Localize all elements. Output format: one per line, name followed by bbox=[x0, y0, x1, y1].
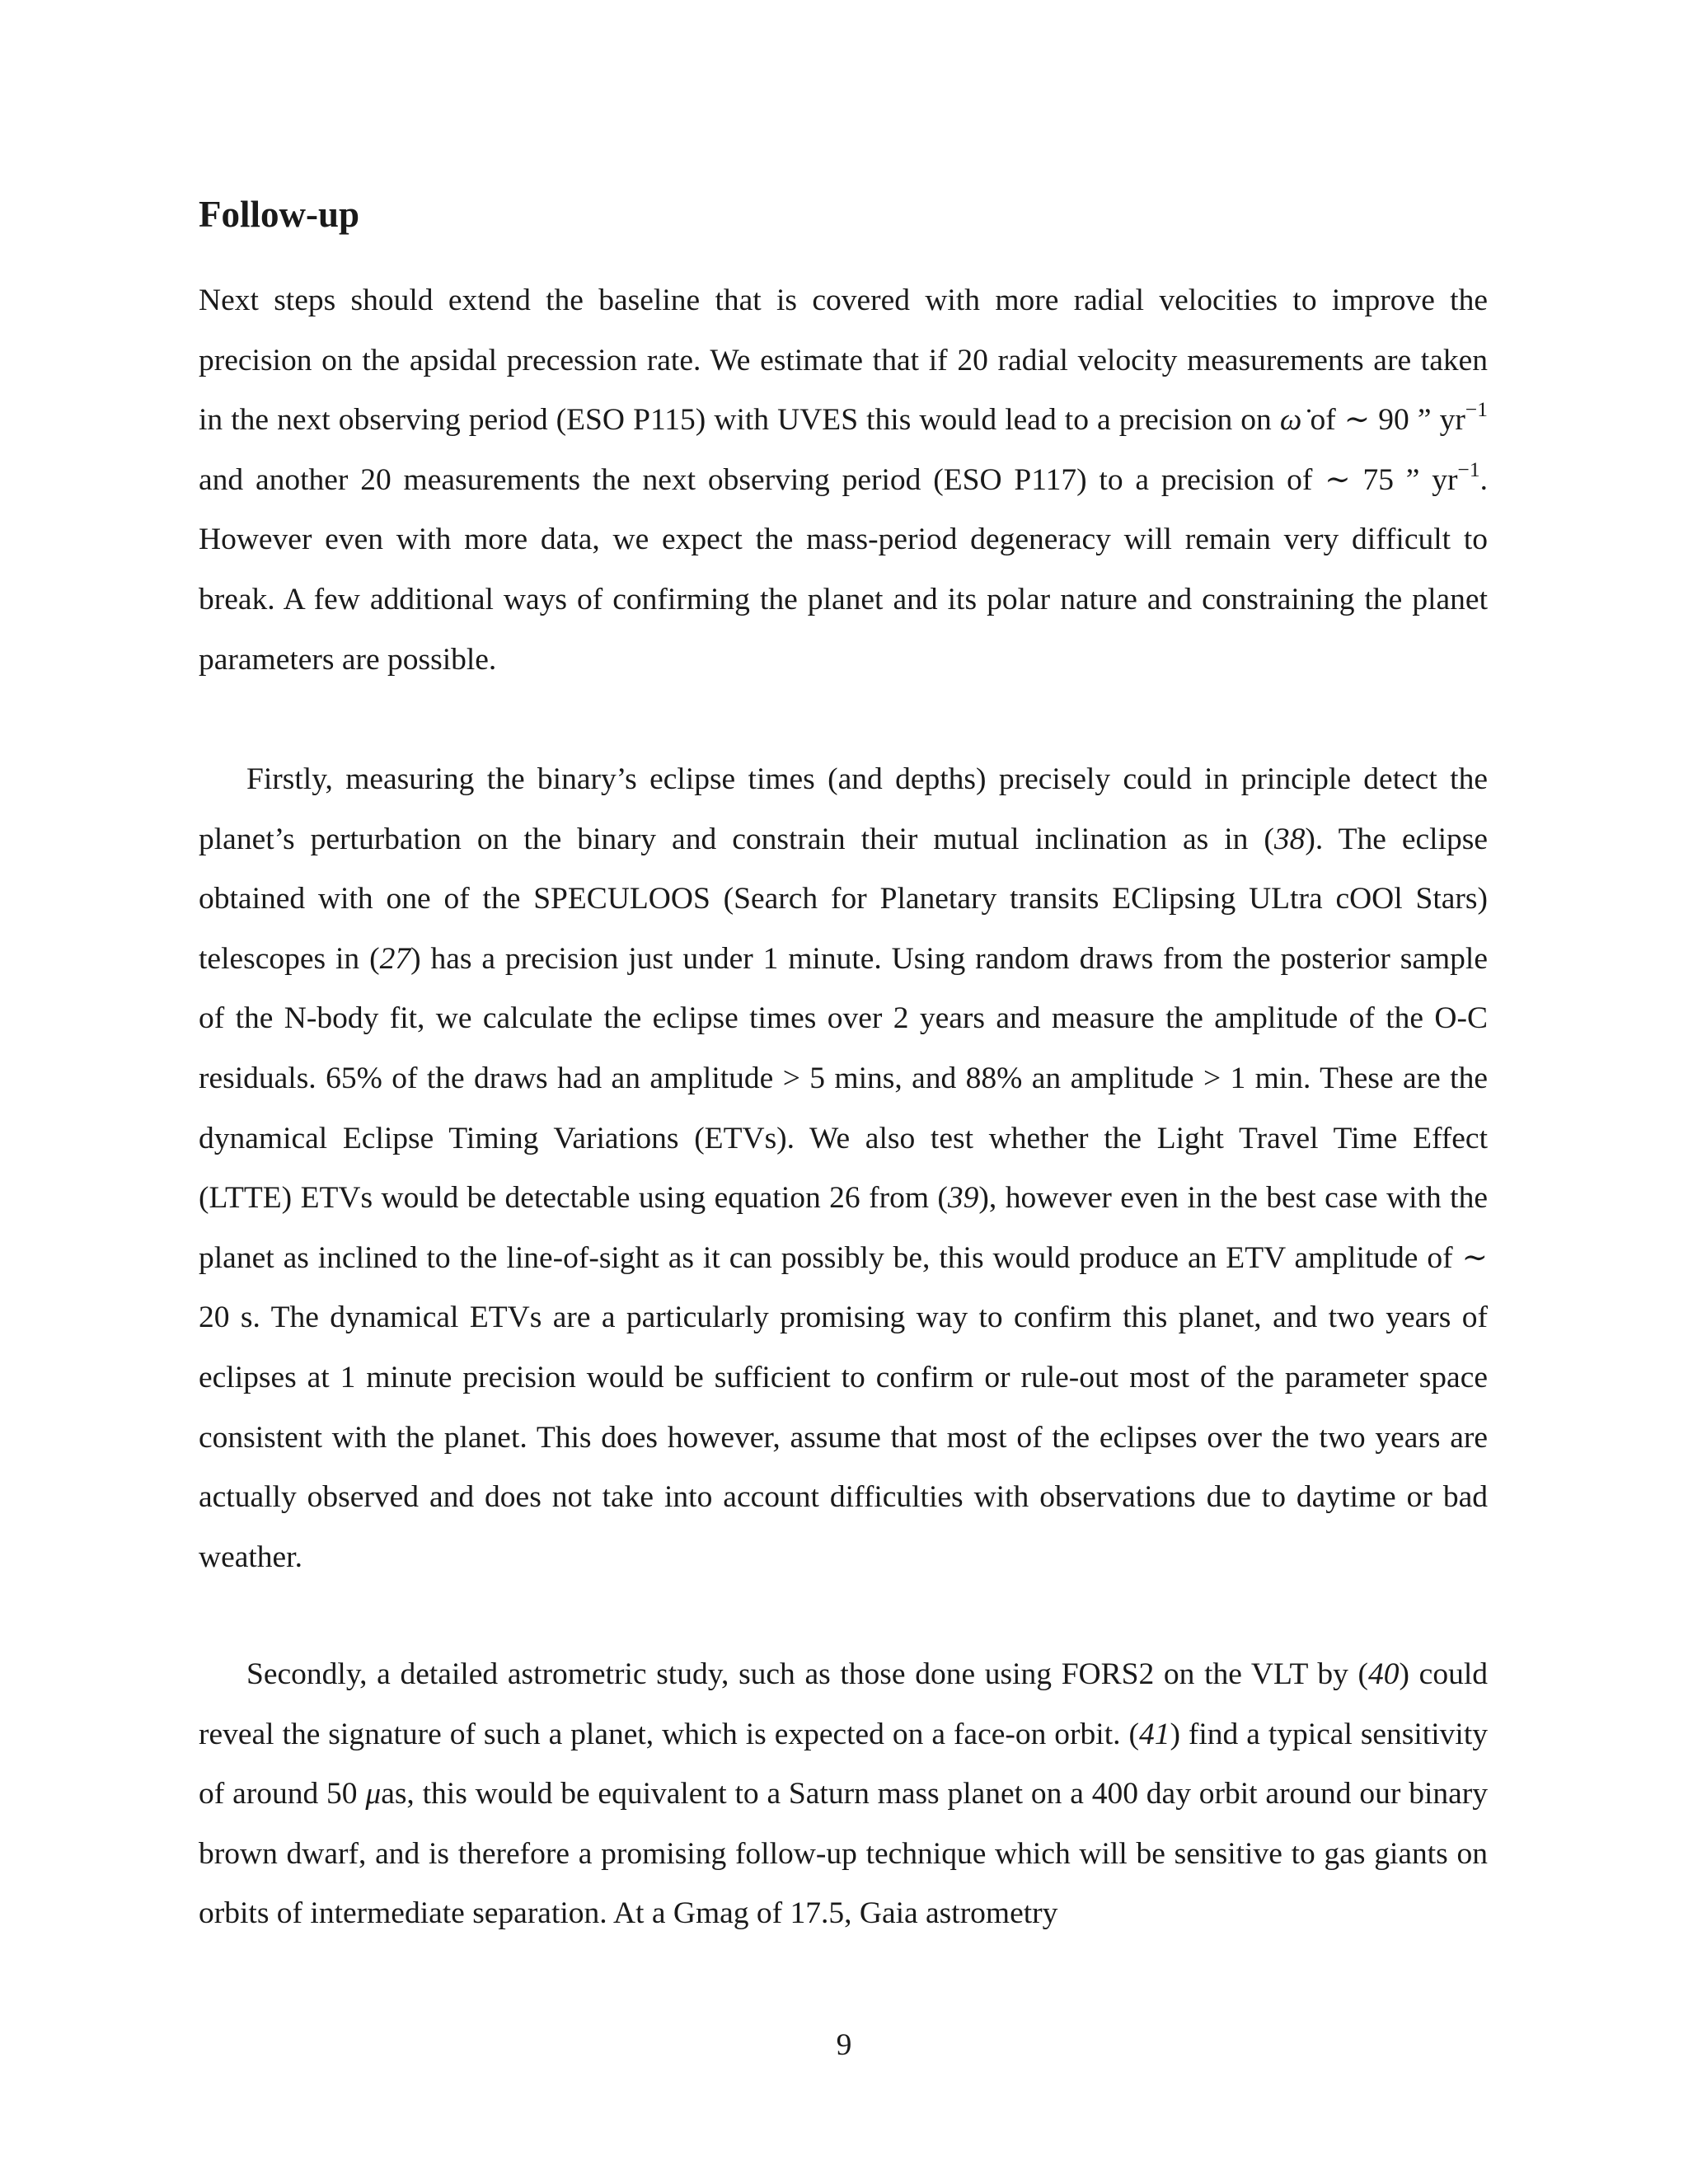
paragraph-2 bbox=[199, 750, 1488, 1587]
italic-run: 40 bbox=[1368, 1657, 1400, 1691]
text-run: ). The eclipse obtained with one of the SPECULOOS (Search for Planetary transits EClipsing ULtra cOOl Stars) telescopes in ( bbox=[199, 822, 1488, 976]
text-run: ), however even in the best case with the planet as inclined to the line-of-sight as it can possibly be, this would produce an ETV amplitude of ∼ 20 s. The dynamical ETVs are a particularly promising way to confirm this planet, and two years of eclipses at 1 minute precision would be sufficient to confirm or rule-out most of the parameter space consistent with the planet. This does however, assume that most of the eclipses over the two years are actually observed and does not take into account difficulties with observations due to daytime or bad weather. bbox=[199, 1181, 1488, 1574]
text-run: Next steps should extend the baseline that is covered with more radial velocities to improve the precision on the apsidal precession rate. We estimate that if 20 radial velocity measurements are taken in the next observing period (ESO P115) with UVES this would lead to a precision on bbox=[199, 284, 1488, 438]
text-run: ) find a typical sensitivity of around 50 bbox=[199, 1717, 1488, 1811]
paragraph-3 bbox=[199, 1645, 1488, 1944]
italic-run: μ bbox=[365, 1777, 382, 1811]
text-run: . However even with more data, we expect the mass-period degeneracy will remain very difficult to break. A few additional ways of confirming the planet and its polar nature and constraining the planet parameters are possible. bbox=[199, 462, 1488, 677]
superscript-run: −1 bbox=[1465, 397, 1488, 422]
section-heading: Follow-up bbox=[199, 194, 360, 235]
text-run: Firstly, measuring the binary’s eclipse times (and depths) precisely could in principle detect the planet’s perturbation on the binary and constrain their mutual inclination as in ( bbox=[199, 762, 1488, 856]
text-run: Secondly, a detailed astrometric study, such as those done using FORS2 on the VLT by ( bbox=[246, 1657, 1369, 1691]
italic-run: 41 bbox=[1138, 1717, 1170, 1751]
italic-run: 38 bbox=[1273, 822, 1306, 856]
text-run: of ∼ 90 ” yr bbox=[1301, 403, 1465, 438]
superscript-run: −1 bbox=[1457, 457, 1480, 481]
paragraph-1 bbox=[199, 271, 1488, 690]
text-run: as, this would be equivalent to a Saturn mass planet on a 400 day orbit around our binary brown dwarf, and is therefore a promising follow-up technique which will be sensitive to gas giants on orbits of intermediate separation. At a Gmag of 17.5, Gaia astrometry bbox=[199, 1777, 1488, 1931]
text-run: ) could reveal the signature of such a planet, which is expected on a face-on orbit. ( bbox=[199, 1657, 1488, 1751]
italic-run: ω̇ bbox=[1279, 403, 1302, 438]
page-number: 9 bbox=[836, 2028, 852, 2062]
text-run: ) has a precision just under 1 minute. Using random draws from the posterior sample of the N-body fit, we calculate the eclipse times over 2 years and measure the amplitude of the O-C residuals. 65% of the draws had an amplitude > 5 mins, and 88% an amplitude > 1 min. These are the dynamical Eclipse Timing Variations (ETVs). We also test whether the Light Travel Time Effect (LTTE) ETVs would be detectable using equation 26 from ( bbox=[199, 941, 1488, 1216]
text-run: and another 20 measurements the next observing period (ESO P117) to a precision of ∼ 75 ” yr bbox=[199, 462, 1458, 497]
italic-run: 27 bbox=[379, 941, 411, 976]
italic-run: 39 bbox=[947, 1181, 979, 1216]
